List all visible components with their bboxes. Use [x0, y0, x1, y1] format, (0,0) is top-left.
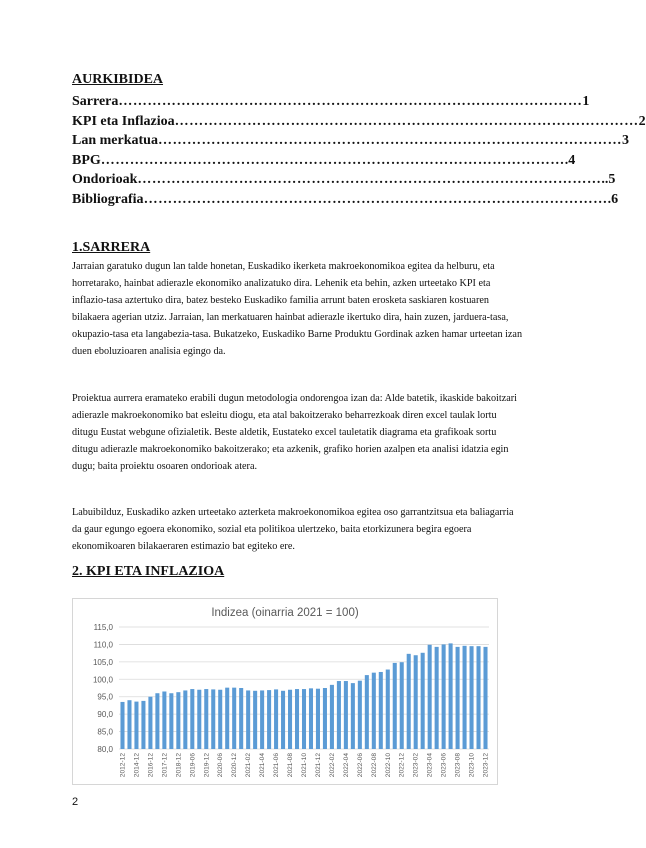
x-tick-label: 2022-10: [384, 753, 392, 778]
toc-entry-bpg[interactable]: BPG …………………………………………………………………………………… .4: [72, 152, 576, 168]
x-tick-label: 2023-12: [482, 753, 490, 778]
x-tick-label: 2021-08: [287, 753, 295, 778]
bar-2022-08: [372, 673, 376, 749]
x-tick-label: 2022-06: [356, 753, 364, 778]
section-heading-sarrera: 1.SARRERA: [72, 240, 151, 255]
bar-2022-09: [379, 672, 383, 749]
x-tick-label: 2017-12: [161, 753, 169, 778]
bar-2021-07: [281, 691, 285, 749]
x-tick-label: 2023-10: [468, 753, 476, 778]
bar-2022-07: [365, 675, 369, 749]
bar-2022-02: [330, 685, 334, 749]
bar-2023-06: [442, 644, 446, 749]
bar-2021-12: [316, 689, 320, 749]
bar-2021-03: [253, 691, 257, 749]
bar-2019-03: [183, 690, 187, 749]
bar-2023-05: [435, 647, 439, 749]
bar-2019-12: [204, 689, 208, 749]
bar-2022-11: [393, 663, 397, 749]
x-tick-label: 2022-12: [398, 753, 406, 778]
bar-2023-08: [456, 647, 460, 749]
toc-entry-bibliografia[interactable]: Bibliografia …………………………………………………………………………………… .6: [72, 191, 619, 207]
bar-2021-01: [239, 688, 243, 749]
paragraph-summary: Labuibilduz, Euskadiko azken urteetako azterketa makroekonomikoa egitea oso garrantzitsua eta baliagarria da gaur egungo egoera ekonomiko, sozial eta politikoa ulertzeko, baita etorkizunera begira egoera ekonomikoaren bilakaeraren estimazio bat egiteko ere.: [72, 507, 514, 552]
x-tick-label: 2021-12: [314, 753, 322, 778]
y-tick-label: 95,0: [97, 692, 113, 702]
bar-2022-01: [323, 688, 327, 749]
page-number: 2: [72, 796, 79, 808]
bar-2019-06: [190, 689, 194, 749]
bar-2023-12: [483, 647, 487, 749]
bar-2023-04: [428, 645, 432, 749]
x-tick-label: 2019-06: [189, 753, 197, 778]
toc-entry-kpi-inflazioa[interactable]: KPI eta Inflazioa …………………………………………………………………………………… 2: [72, 113, 646, 129]
y-tick-label: 115,0: [93, 623, 113, 632]
bar-2023-11: [477, 646, 481, 749]
bar-2021-09: [295, 689, 299, 749]
bar-2015-12: [141, 701, 145, 749]
y-tick-label: 80,0: [97, 745, 113, 754]
bar-2021-11: [309, 688, 313, 749]
bar-2020-06: [218, 690, 222, 749]
x-tick-label: 2019-12: [203, 753, 211, 778]
bar-2014-12: [134, 702, 138, 749]
bar-2021-04: [260, 690, 264, 749]
section-heading-kpi: 2. KPI ETA INFLAZIOA: [72, 564, 225, 579]
bar-2017-12: [162, 691, 166, 749]
bar-2023-03: [421, 653, 425, 749]
x-tick-label: 2021-06: [273, 753, 281, 778]
table-of-contents: [72, 92, 646, 209]
bar-2022-05: [351, 683, 355, 749]
chart-title: Indizea (oinarria 2021 = 100): [211, 607, 359, 619]
bar-2023-01: [407, 654, 411, 749]
x-tick-label: 2022-04: [342, 753, 350, 778]
bar-2018-06: [169, 693, 173, 749]
x-tick-label: 2020-06: [217, 753, 225, 778]
bar-2022-04: [344, 681, 348, 749]
bar-2023-02: [414, 655, 418, 749]
bar-2013-12: [127, 700, 131, 749]
x-tick-label: 2014-12: [133, 753, 141, 778]
bar-2020-03: [211, 689, 215, 749]
y-tick-label: 100,0: [92, 675, 113, 685]
bar-2017-06: [155, 693, 159, 749]
toc-entry-sarrera[interactable]: Sarrera …………………………………………………………………………………… 1: [72, 94, 590, 109]
bar-2020-12: [232, 688, 236, 749]
bar-2020-09: [225, 688, 229, 749]
bar-2021-06: [274, 689, 278, 749]
x-tick-label: 2023-08: [454, 753, 462, 778]
x-tick-label: 2021-02: [245, 753, 253, 778]
chart-svg: [73, 599, 497, 784]
toc-entry-ondorioak[interactable]: Ondorioak …………………………………………………………………………………… ..5: [72, 172, 616, 187]
bar-2018-12: [176, 692, 180, 749]
bar-2023-10: [470, 646, 474, 749]
bar-2021-10: [302, 689, 306, 749]
bar-2016-12: [148, 697, 152, 749]
x-tick-label: 2022-08: [370, 753, 378, 778]
x-tick-label: 2023-02: [412, 753, 420, 778]
x-tick-label: 2023-04: [426, 753, 434, 778]
x-tick-label: 2012-12: [119, 753, 127, 778]
x-tick-label: 2023-06: [440, 753, 448, 778]
toc-title: AURKIBIDEA: [72, 72, 164, 87]
bar-2012-12: [120, 702, 124, 749]
paragraph-methodology: Proiektua aurrera eramateko erabili dugun metodologia ondorengoa izan da: Alde batetik, ikaskide bakoitzari adierazle makroekonomiko bat esleitu diogu, eta atal bakoitzerako beharrezkoak diren excel taulak lortu ditugu Eustat webgune ofizialetik. Beste aldetik, Eustateko excel tauletatik diagrama eta grafikoak sortu ditugu adierazle makroekonomiko bakoitzerako; eta azkenik, grafiko horien azalpen eta analisi idatzia egin dugu; baita proiektu osoaren ondorioak atera.: [72, 393, 517, 472]
bar-2022-03: [337, 681, 341, 749]
x-tick-label: 2016-12: [147, 753, 155, 778]
index-chart: [72, 598, 498, 785]
bar-2019-09: [197, 690, 201, 749]
y-tick-label: 90,0: [97, 710, 113, 720]
toc-entry-lan-merkatua[interactable]: Lan merkatua …………………………………………………………………………………… 3: [72, 133, 629, 148]
x-tick-label: 2021-10: [301, 753, 308, 778]
y-tick-label: 105,0: [92, 657, 113, 667]
paragraph-intro: Jarraian garatuko dugun lan talde honetan, Euskadiko ikerketa makroekonomikoa egitea da helburu, eta horretarako, hainbat adierazle ekonomiko analizatuko dira. Lehenik eta behin, azken urteetako KPI eta inflazio-tasa aztertuko dira, batez besteko Euskadiko familia arrunt baten erosketa saskiaren kostuaren bilakaera agerian utziz. Jarraian, lan merkatuaren hainbat adierazle ikertuko dira, hain zuzen, jarduera-tasa, okupazio-tasa eta langabezia-tasa. Bukatzeko, Euskadiko Barne Produktu Gordinak azken hamar urteetan izan duen eboluzioaren analisia egingo da.: [72, 261, 523, 357]
y-tick-label: 85,0: [97, 727, 113, 737]
bar-2021-02: [246, 690, 250, 749]
bar-2021-05: [267, 690, 271, 749]
y-tick-label: 110,0: [93, 640, 113, 650]
x-tick-label: 2018-12: [175, 753, 183, 778]
bar-2022-06: [358, 681, 362, 749]
x-tick-label: 2020-12: [231, 753, 239, 778]
x-tick-label: 2022-02: [328, 753, 336, 778]
x-tick-label: 2021-04: [259, 753, 267, 778]
bar-2022-10: [386, 670, 390, 749]
bar-2022-12: [400, 662, 404, 749]
bar-2021-08: [288, 690, 292, 749]
bar-2023-09: [463, 646, 467, 749]
bar-2023-07: [449, 643, 453, 749]
